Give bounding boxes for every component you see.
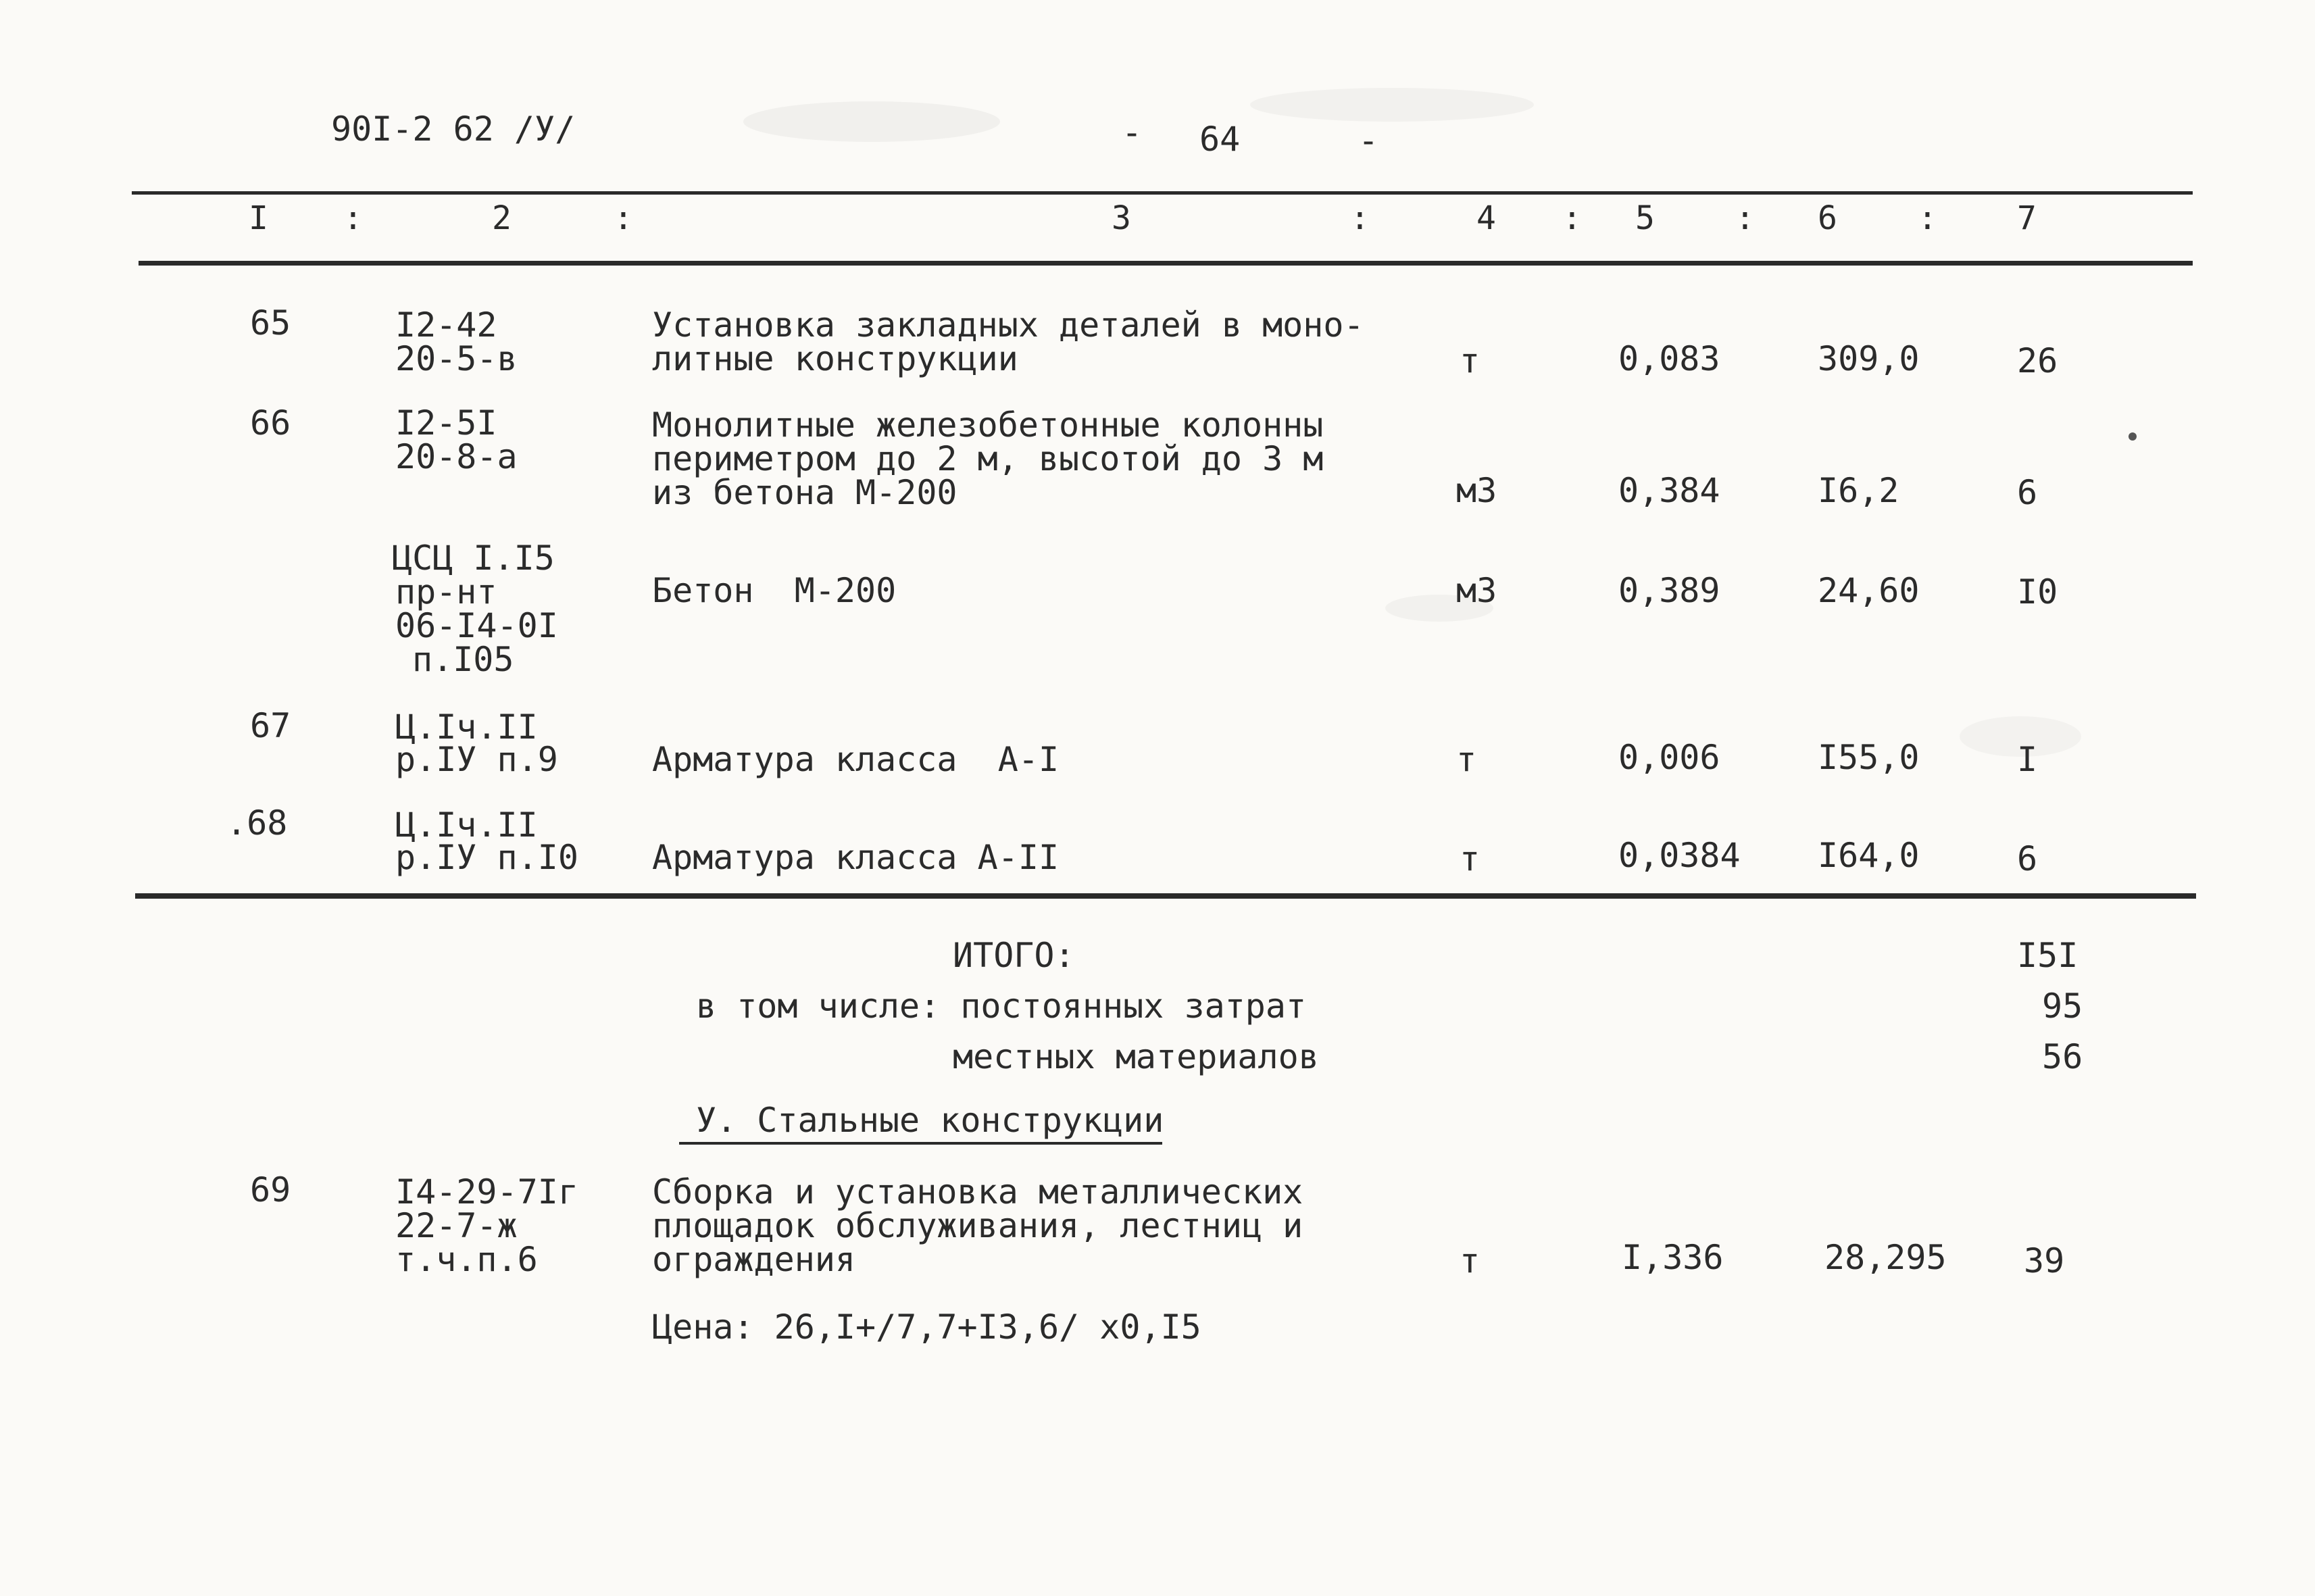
table-bottom-rule (135, 893, 2196, 899)
row-code-line: р.IУ п.9 (395, 740, 558, 779)
row-total: 6 (2017, 839, 2038, 878)
row-unit: т (1460, 341, 1480, 380)
col-header-5: 5 (1635, 199, 1655, 237)
price-note: Цена: 26,I+/7,7+I3,6/ х0,I5 (652, 1307, 1201, 1347)
row-total: 6 (2017, 473, 2038, 512)
row-desc-line: литные конструкции (652, 339, 1018, 378)
row-price: I6,2 (1818, 471, 1899, 510)
row-desc-line: Сборка и установка металлических (652, 1172, 1303, 1212)
total-value: I5I (2017, 936, 2078, 975)
row-code-line: 20-8-а (395, 437, 518, 476)
row-unit: т (1460, 1241, 1480, 1280)
row-price: I64,0 (1818, 836, 1920, 875)
col-separator: : (614, 199, 633, 237)
row-desc-line: ограждения (652, 1240, 856, 1279)
row-number: 67 (250, 706, 291, 745)
col-header-1: I (249, 199, 268, 237)
row-total: I (2017, 740, 2038, 779)
local-materials-value: 56 (2042, 1037, 2083, 1076)
page-dash: - (1122, 113, 1143, 152)
row-code-line: ЦСЦ I.I5 (392, 539, 555, 578)
row-code-line: I4-29-7Iг (395, 1172, 578, 1212)
col-header-7: 7 (2017, 199, 2037, 237)
row-code-line: 20-5-в (395, 339, 518, 378)
row-qty: 0,006 (1618, 738, 1720, 777)
row-unit: т (1456, 740, 1477, 779)
col-separator: : (1918, 199, 1937, 237)
section-title: У. Стальные конструкции (696, 1101, 1164, 1140)
header-bottom-rule (139, 261, 2193, 266)
row-code-line: п.I05 (412, 640, 514, 679)
constant-costs-value: 95 (2042, 987, 2083, 1026)
row-code-line: пр-нт (395, 572, 497, 612)
row-code-line: т.ч.п.6 (395, 1240, 538, 1279)
total-label: ИТОГО: (953, 936, 1075, 975)
row-total: 39 (2024, 1241, 2065, 1280)
scan-speck (1250, 88, 1534, 122)
row-desc-line: из бетона М-200 (652, 473, 957, 512)
document-code: 90I-2 62 /У/ (331, 109, 576, 149)
row-qty: 0,384 (1618, 471, 1720, 510)
row-price: 24,60 (1818, 571, 1920, 610)
scan-speck (1385, 595, 1493, 622)
col-separator: : (1735, 199, 1755, 237)
row-number: .68 (226, 803, 288, 843)
row-qty: 0,389 (1618, 571, 1720, 610)
row-unit: м3 (1456, 471, 1497, 510)
col-separator: : (1350, 199, 1370, 237)
row-unit: м3 (1456, 571, 1497, 610)
row-code-line: Ц.Iч.II (395, 707, 538, 747)
row-code-line: р.IУ п.I0 (395, 838, 578, 877)
col-header-3: 3 (1112, 199, 1131, 237)
page-mark: - (1358, 121, 1379, 160)
col-header-2: 2 (492, 199, 512, 237)
scan-speck (743, 101, 1000, 142)
row-number: 69 (250, 1170, 291, 1210)
row-code-line: 22-7-ж (395, 1206, 518, 1245)
row-unit: т (1460, 839, 1480, 878)
row-desc-line: Арматура класса А-II (652, 838, 1060, 877)
row-desc-line: периметром до 2 м, высотой до 3 м (652, 439, 1324, 478)
row-code-line: 06-I4-0I (395, 606, 558, 645)
section-title-underline (679, 1142, 1162, 1145)
col-header-6: 6 (1818, 199, 1837, 237)
scan-speck (1960, 716, 2081, 757)
including-label: в том числе: постоянных затрат (696, 987, 1307, 1026)
row-price: 309,0 (1818, 339, 1920, 378)
header-top-rule (132, 191, 2193, 195)
row-desc-line: Установка закладных деталей в моно- (652, 305, 1364, 345)
col-header-4: 4 (1476, 199, 1496, 237)
local-materials-label: местных материалов (953, 1037, 1319, 1076)
row-total: I0 (2017, 572, 2058, 612)
row-code-line: I2-5I (395, 403, 497, 443)
row-qty: I,336 (1622, 1238, 1724, 1277)
page-number: 64 (1199, 120, 1241, 159)
row-total: 26 (2017, 341, 2058, 380)
row-desc-line: площадок обслуживания, лестниц и (652, 1206, 1303, 1245)
col-separator: : (343, 199, 363, 237)
row-code-line: Ц.Iч.II (395, 805, 538, 845)
row-desc-line: Монолитные железобетонные колонны (652, 405, 1324, 445)
scan-speck (2129, 432, 2137, 441)
row-price: I55,0 (1818, 738, 1920, 777)
row-desc-line: Бетон М-200 (652, 571, 897, 610)
row-price: 28,295 (1824, 1238, 1947, 1277)
row-qty: 0,0384 (1618, 836, 1741, 875)
row-qty: 0,083 (1618, 339, 1720, 378)
row-code-line: I2-42 (395, 305, 497, 345)
row-desc-line: Арматура класса А-I (652, 740, 1060, 779)
col-separator: : (1562, 199, 1582, 237)
row-number: 65 (250, 303, 291, 343)
row-number: 66 (250, 403, 291, 443)
